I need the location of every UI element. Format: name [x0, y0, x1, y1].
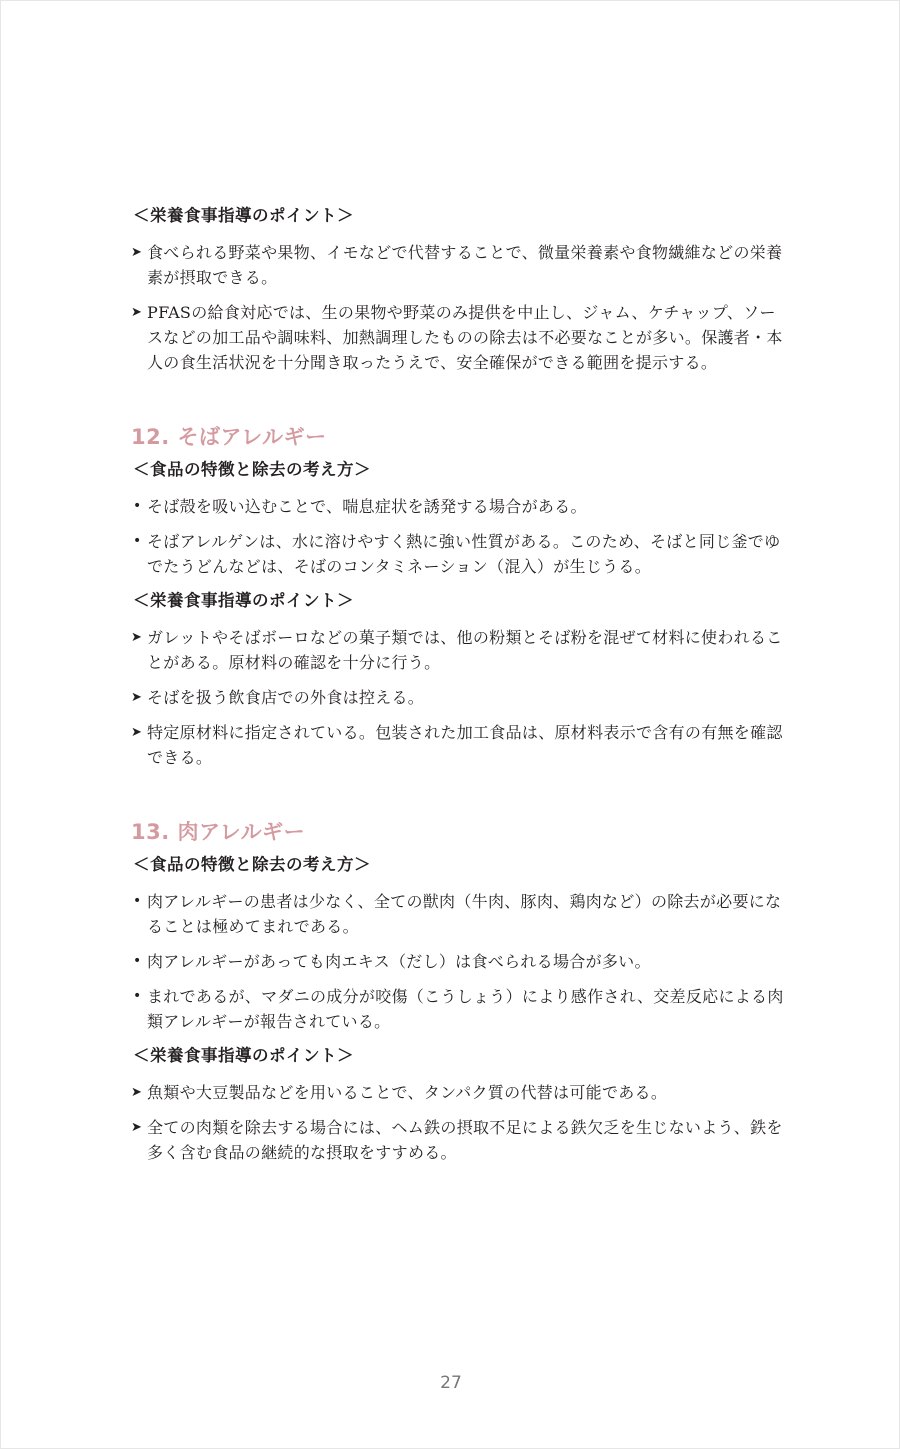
section-13-guidance-subhead: ＜栄養食事指導のポイント＞: [133, 1046, 354, 1065]
arrow-bullet-icon: ➤: [131, 1120, 143, 1135]
arrow-bullet-icon: ➤: [131, 305, 143, 320]
list-item: • 肉アレルギーがあっても肉エキス（だし）は食べられる場合が多い。: [131, 949, 791, 974]
section-12-features-subhead: ＜食品の特徴と除去の考え方＞: [133, 460, 371, 479]
bullet-dot-icon: •: [133, 988, 142, 1004]
arrow-bullet-icon: ➤: [131, 1085, 143, 1100]
arrow-bullet-icon: ➤: [131, 725, 143, 740]
arrow-bullet-icon: ➤: [131, 690, 143, 705]
list-item: • そばアレルゲンは、水に溶けやすく熱に強い性質がある。このため、そばと同じ釜でゆでたうどんなどは、そばのコンタミネーション（混入）が生じうる。: [131, 529, 791, 579]
section-13-title: 13. 肉アレルギー: [131, 820, 306, 844]
list-item: ➤ 全ての肉類を除去する場合には、ヘム鉄の摂取不足による鉄欠乏を生じないよう、鉄を多く含む食品の継続的な摂取をすすめる。: [131, 1115, 791, 1165]
list-item: ➤ PFASの給食対応では、生の果物や野菜のみ提供を中止し、ジャム、ケチャップ、ソースなどの加工品や調味料、加熱調理したものの除去は不必要なことが多い。保護者・本人の食生活状況を十分聞き取ったうえで、安全確保ができる範囲を提示する。: [131, 300, 791, 375]
list-item: ➤ そばを扱う飲食店での外食は控える。: [131, 685, 791, 710]
list-item: • まれであるが、マダニの成分が咬傷（こうしょう）により感作され、交差反応による肉類アレルギーが報告されている。: [131, 984, 791, 1034]
list-item: ➤ 食べられる野菜や果物、イモなどで代替することで、微量栄養素や食物繊維などの栄養素が摂取できる。: [131, 240, 791, 290]
section-12-title: 12. そばアレルギー: [131, 425, 327, 449]
bullet-dot-icon: •: [133, 893, 142, 909]
list-item: • 肉アレルギーの患者は少なく、全ての獣肉（牛肉、豚肉、鶏肉など）の除去が必要になることは極めてまれである。: [131, 889, 791, 939]
arrow-bullet-icon: ➤: [131, 245, 143, 260]
list-item: • そば殻を吸い込むことで、喘息症状を誘発する場合がある。: [131, 494, 791, 519]
list-item: ➤ 魚類や大豆製品などを用いることで、タンパク質の代替は可能である。: [131, 1080, 791, 1105]
list-item: ➤ 特定原材料に指定されている。包装された加工食品は、原材料表示で含有の有無を確認できる。: [131, 720, 791, 770]
bullet-dot-icon: •: [133, 953, 142, 969]
section-12-guidance-subhead: ＜栄養食事指導のポイント＞: [133, 591, 354, 610]
bullet-dot-icon: •: [133, 533, 142, 549]
page-number: 27: [440, 1373, 462, 1393]
intro-guidance-subhead: ＜栄養食事指導のポイント＞: [133, 206, 354, 225]
list-item: ➤ ガレットやそばボーロなどの菓子類では、他の粉類とそば粉を混ぜて材料に使われることがある。原材料の確認を十分に行う。: [131, 625, 791, 675]
arrow-bullet-icon: ➤: [131, 630, 143, 645]
section-13-features-subhead: ＜食品の特徴と除去の考え方＞: [133, 855, 371, 874]
page-content: [131, 204, 791, 1165]
bullet-dot-icon: •: [133, 498, 142, 514]
